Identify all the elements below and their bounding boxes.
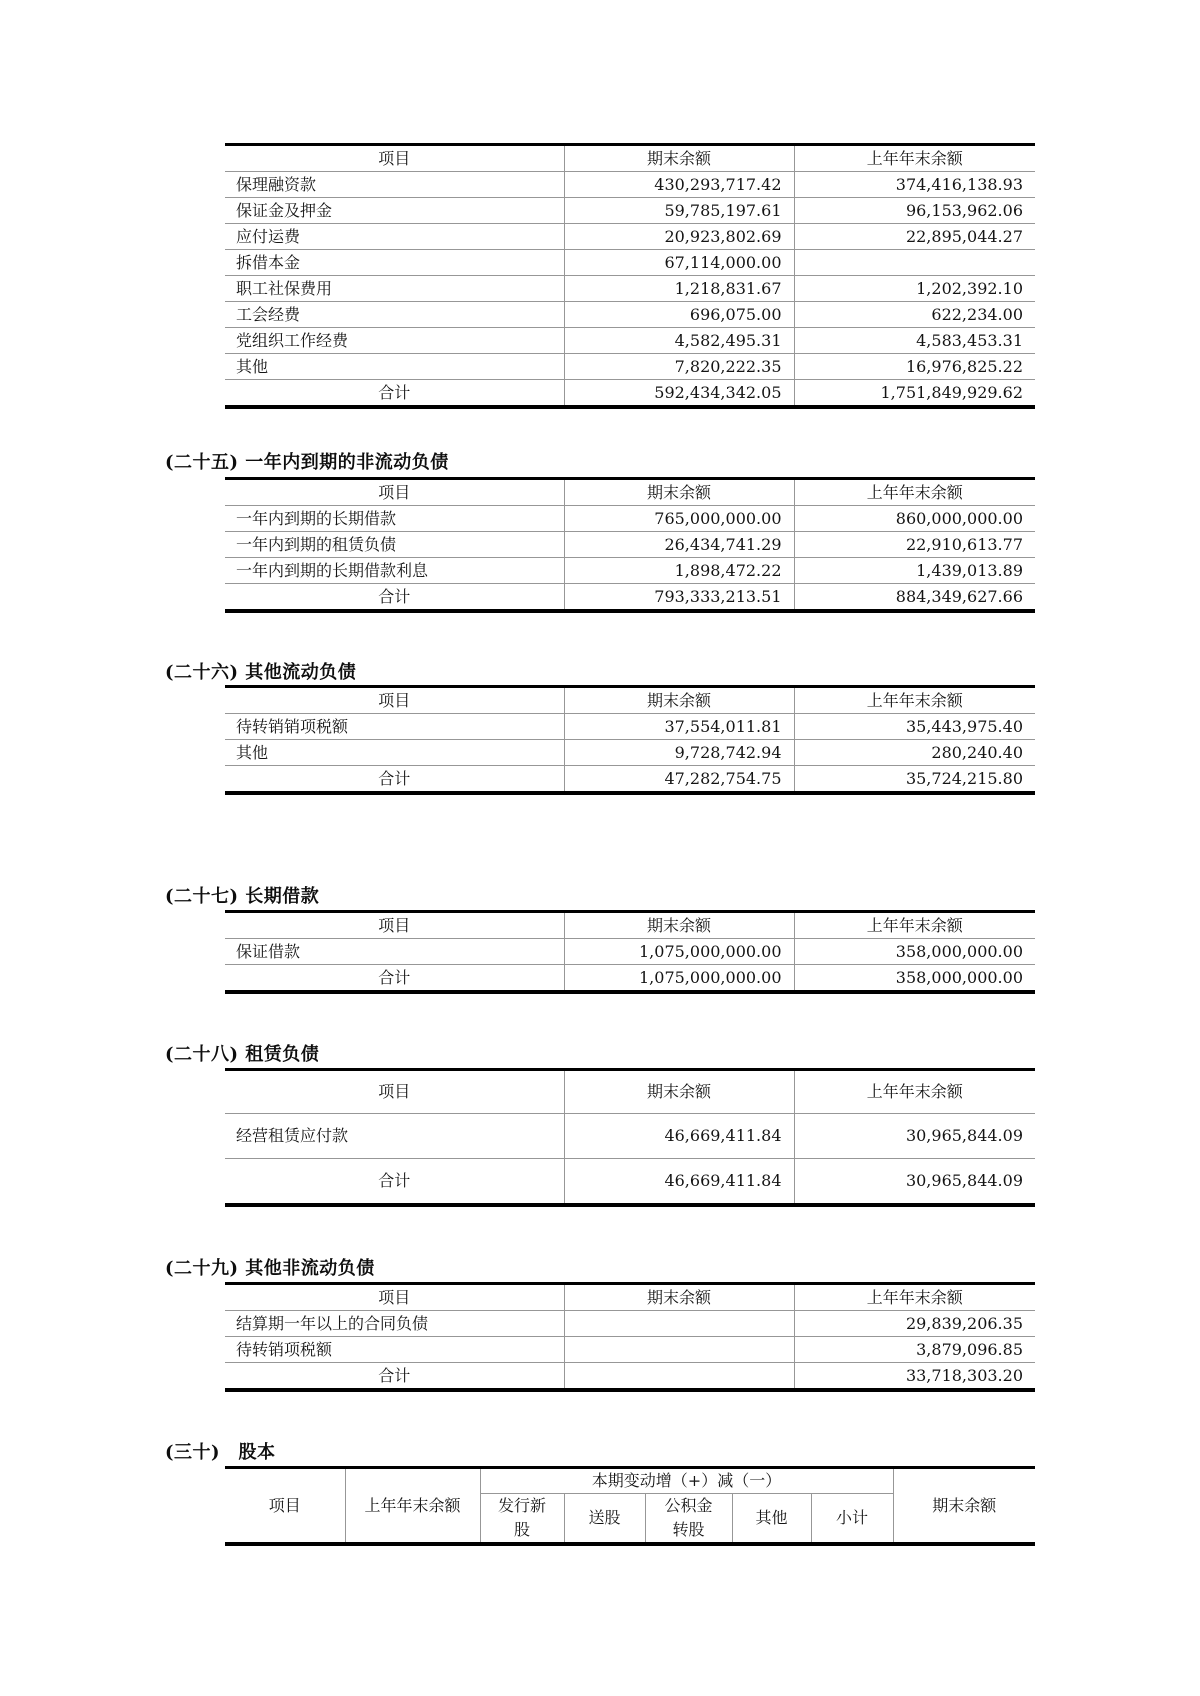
total-closing-balance-cell: 47,282,754.75: [564, 766, 794, 794]
prior-year-balance-cell: 358,000,000.00: [794, 939, 1035, 965]
table-header-cell: 项目: [225, 145, 564, 172]
table-row: [225, 250, 1035, 276]
other-noncurrent-liabilities-table: [225, 1282, 1035, 1392]
prior-year-balance-cell: 1,202,392.10: [794, 276, 1035, 302]
closing-balance-cell: 9,728,742.94: [564, 740, 794, 766]
section-25-heading: (二十五) 一年内到期的非流动负债: [165, 452, 449, 473]
prior-year-balance-cell: 3,879,096.85: [794, 1337, 1035, 1363]
prior-year-balance-cell: 4,583,453.31: [794, 328, 1035, 354]
table-header-cell: 期末余额: [564, 145, 794, 172]
prior-year-balance-cell: 29,839,206.35: [794, 1311, 1035, 1337]
table-header-cell: 项目: [225, 687, 564, 714]
prior-year-balance-cell: 35,443,975.40: [794, 714, 1035, 740]
total-prior-year-balance-cell: 1,751,849,929.62: [794, 380, 1035, 408]
other-current-liabilities-table: [225, 685, 1035, 795]
total-prior-year-balance-cell: 33,718,303.20: [794, 1363, 1035, 1391]
prior-year-balance-cell: 1,439,013.89: [794, 558, 1035, 584]
closing-balance-cell: 430,293,717.42: [564, 172, 794, 198]
closing-balance-cell: 696,075.00: [564, 302, 794, 328]
total-label-cell: 合计: [225, 1159, 564, 1206]
closing-balance-cell: 4,582,495.31: [564, 328, 794, 354]
table-header-cell: 期末余额: [893, 1468, 1035, 1545]
prior-year-balance-cell: 280,240.40: [794, 740, 1035, 766]
table-row: [225, 1114, 1035, 1159]
table-header-cell: 公积金转股: [645, 1494, 732, 1545]
total-closing-balance-cell: 1,075,000,000.00: [564, 965, 794, 993]
item-label-cell: 工会经费: [225, 302, 564, 328]
noncurrent-due-within-one-year-table: [225, 477, 1035, 613]
prior-year-balance-cell: 22,910,613.77: [794, 532, 1035, 558]
table-header-row: [225, 1284, 1035, 1311]
table-header-cell: 期末余额: [564, 687, 794, 714]
prior-year-balance-cell: 860,000,000.00: [794, 506, 1035, 532]
total-label-cell: 合计: [225, 380, 564, 408]
total-closing-balance-cell: [564, 1363, 794, 1391]
table-row: [225, 714, 1035, 740]
prior-year-balance-cell: 374,416,138.93: [794, 172, 1035, 198]
total-closing-balance-cell: 46,669,411.84: [564, 1159, 794, 1206]
item-label-cell: 待转销项税额: [225, 1337, 564, 1363]
item-label-cell: 一年内到期的长期借款: [225, 506, 564, 532]
table-header-row: [225, 912, 1035, 939]
share-capital-table: [225, 1466, 1035, 1546]
table-header-cell: 上年年末余额: [345, 1468, 480, 1545]
section-26-heading: (二十六) 其他流动负债: [165, 662, 357, 683]
closing-balance-cell: 59,785,197.61: [564, 198, 794, 224]
total-label-cell: 合计: [225, 766, 564, 794]
closing-balance-cell: 1,075,000,000.00: [564, 939, 794, 965]
total-row: [225, 584, 1035, 612]
lease-liabilities-table: [225, 1068, 1035, 1207]
closing-balance-cell: 46,669,411.84: [564, 1114, 794, 1159]
table-header-cell: 小计: [811, 1494, 893, 1545]
section-29-heading: (二十九) 其他非流动负债: [165, 1258, 375, 1279]
table-row: [225, 939, 1035, 965]
closing-balance-cell: [564, 1311, 794, 1337]
table-row: [225, 198, 1035, 224]
table-row: [225, 1337, 1035, 1363]
total-prior-year-balance-cell: 358,000,000.00: [794, 965, 1035, 993]
item-label-cell: 保证借款: [225, 939, 564, 965]
table-header-cell: 发行新股: [480, 1494, 564, 1545]
closing-balance-cell: 765,000,000.00: [564, 506, 794, 532]
total-prior-year-balance-cell: 884,349,627.66: [794, 584, 1035, 612]
item-label-cell: 一年内到期的长期借款利息: [225, 558, 564, 584]
table-header-cell: 上年年末余额: [794, 1284, 1035, 1311]
table-row: [225, 558, 1035, 584]
prior-year-balance-cell: 622,234.00: [794, 302, 1035, 328]
table-row: [225, 224, 1035, 250]
item-label-cell: 一年内到期的租赁负债: [225, 532, 564, 558]
table-row: [225, 1311, 1035, 1337]
total-label-cell: 合计: [225, 965, 564, 993]
table-header-cell: 期末余额: [564, 479, 794, 506]
table-header-cell: 期末余额: [564, 912, 794, 939]
table-header-cell: 上年年末余额: [794, 479, 1035, 506]
total-row: [225, 1159, 1035, 1206]
item-label-cell: 拆借本金: [225, 250, 564, 276]
prior-year-balance-cell: 96,153,962.06: [794, 198, 1035, 224]
table-header-cell: 项目: [225, 479, 564, 506]
table-row: [225, 740, 1035, 766]
closing-balance-cell: 1,218,831.67: [564, 276, 794, 302]
table-header-cell: 期末余额: [564, 1070, 794, 1114]
table-header-cell: 项目: [225, 912, 564, 939]
table-header-cell: 上年年末余额: [794, 145, 1035, 172]
table-header-cell: 期末余额: [564, 1284, 794, 1311]
table-header-cell: 送股: [564, 1494, 645, 1545]
table-header-cell: 上年年末余额: [794, 1070, 1035, 1114]
total-row: [225, 380, 1035, 408]
item-label-cell: 保证金及押金: [225, 198, 564, 224]
total-prior-year-balance-cell: 35,724,215.80: [794, 766, 1035, 794]
long-term-borrowings-table: [225, 910, 1035, 994]
closing-balance-cell: 20,923,802.69: [564, 224, 794, 250]
total-row: [225, 766, 1035, 794]
table-header-row: [225, 145, 1035, 172]
payables-detail-table: [225, 143, 1035, 409]
prior-year-balance-cell: [794, 250, 1035, 276]
total-row: [225, 965, 1035, 993]
table-row: [225, 506, 1035, 532]
closing-balance-cell: 7,820,222.35: [564, 354, 794, 380]
table-header-cell: 上年年末余额: [794, 912, 1035, 939]
total-closing-balance-cell: 793,333,213.51: [564, 584, 794, 612]
table-header-cell: 项目: [225, 1468, 345, 1545]
table-header-cell: 上年年末余额: [794, 687, 1035, 714]
section-28-heading: (二十八) 租赁负债: [165, 1044, 320, 1065]
period-change-group-header: 本期变动增（+）减（一）: [480, 1468, 893, 1494]
item-label-cell: 待转销销项税额: [225, 714, 564, 740]
closing-balance-cell: [564, 1337, 794, 1363]
prior-year-balance-cell: 16,976,825.22: [794, 354, 1035, 380]
table-row: [225, 354, 1035, 380]
total-row: [225, 1363, 1035, 1391]
item-label-cell: 结算期一年以上的合同负债: [225, 1311, 564, 1337]
table-header-row: [225, 1070, 1035, 1114]
section-30-heading: (三十) 股本: [165, 1442, 276, 1463]
closing-balance-cell: 26,434,741.29: [564, 532, 794, 558]
section-27-heading: (二十七) 长期借款: [165, 886, 320, 907]
table-row: [225, 532, 1035, 558]
table-row: [225, 276, 1035, 302]
table-row: [225, 302, 1035, 328]
total-prior-year-balance-cell: 30,965,844.09: [794, 1159, 1035, 1206]
table-header-cell: 其他: [732, 1494, 811, 1545]
table-header-row: [225, 479, 1035, 506]
table-row: [225, 328, 1035, 354]
table-header-cell: 项目: [225, 1070, 564, 1114]
closing-balance-cell: 67,114,000.00: [564, 250, 794, 276]
item-label-cell: 其他: [225, 740, 564, 766]
item-label-cell: 保理融资款: [225, 172, 564, 198]
table-header-row: [225, 687, 1035, 714]
prior-year-balance-cell: 30,965,844.09: [794, 1114, 1035, 1159]
item-label-cell: 党组织工作经费: [225, 328, 564, 354]
total-label-cell: 合计: [225, 584, 564, 612]
item-label-cell: 经营租赁应付款: [225, 1114, 564, 1159]
prior-year-balance-cell: 22,895,044.27: [794, 224, 1035, 250]
table-row: [225, 172, 1035, 198]
table-header-row: [225, 1468, 1035, 1494]
item-label-cell: 职工社保费用: [225, 276, 564, 302]
total-closing-balance-cell: 592,434,342.05: [564, 380, 794, 408]
total-label-cell: 合计: [225, 1363, 564, 1391]
item-label-cell: 其他: [225, 354, 564, 380]
item-label-cell: 应付运费: [225, 224, 564, 250]
table-header-cell: 项目: [225, 1284, 564, 1311]
closing-balance-cell: 37,554,011.81: [564, 714, 794, 740]
closing-balance-cell: 1,898,472.22: [564, 558, 794, 584]
